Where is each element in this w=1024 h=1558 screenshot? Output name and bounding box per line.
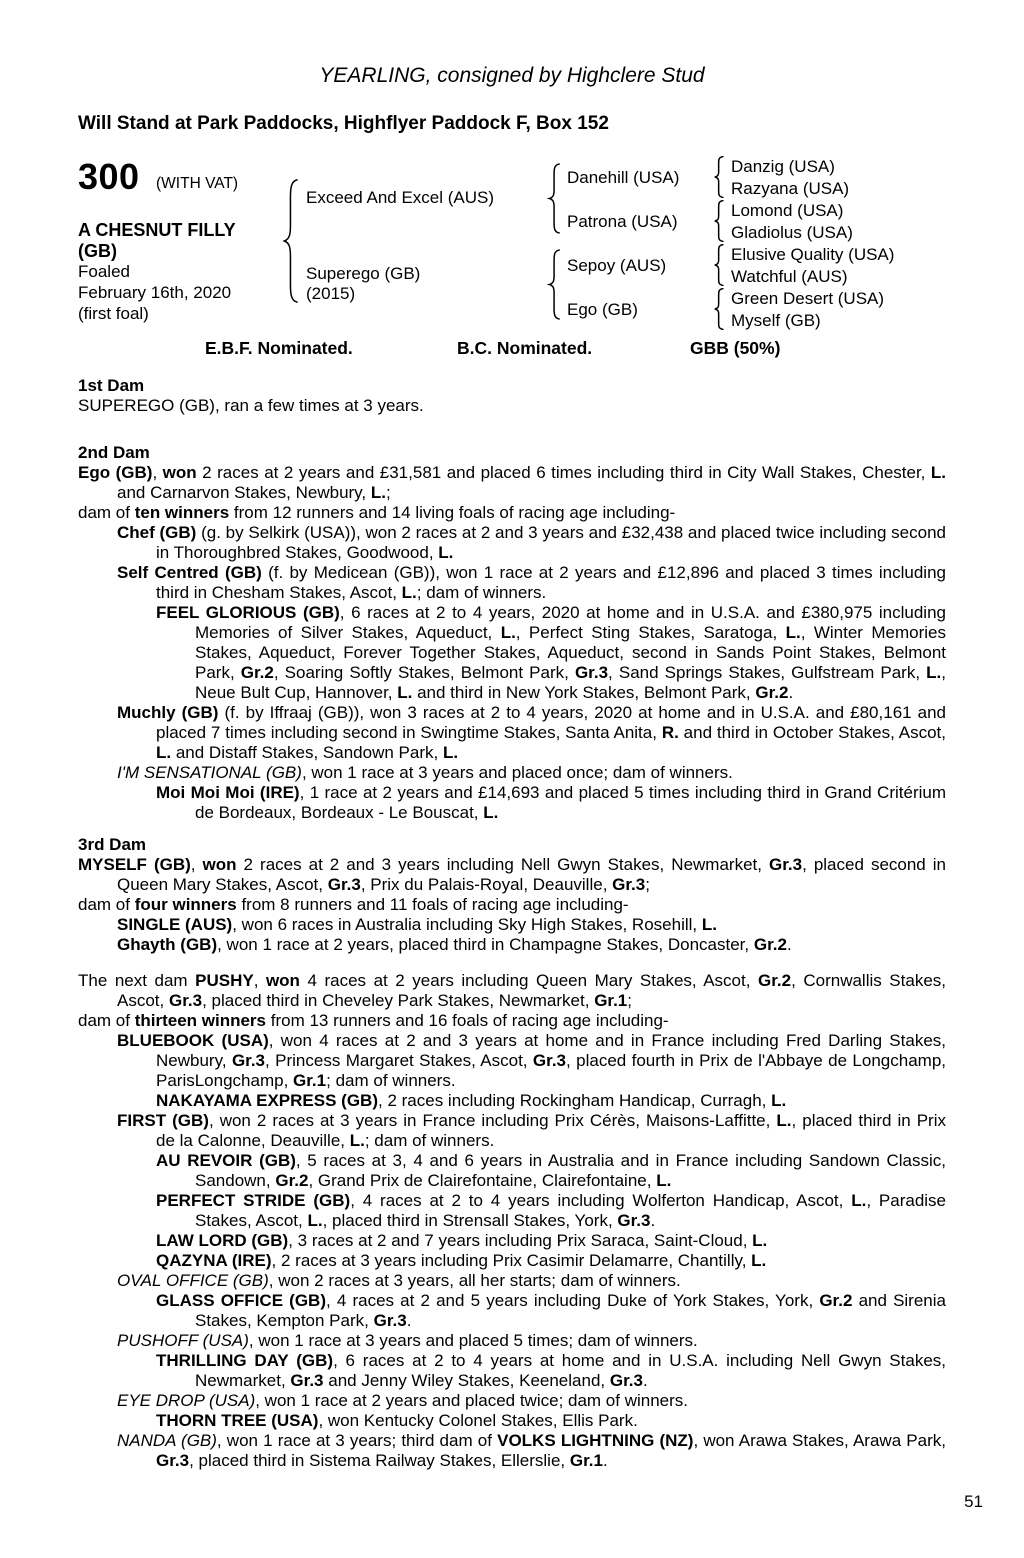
- foaled-label: Foaled: [78, 262, 130, 281]
- first-foal-note: (first foal): [78, 304, 149, 323]
- catalogue-paragraph: SUPEREGO (GB), ran a few times at 3 years.: [78, 396, 424, 415]
- pedigree-brace: [546, 163, 563, 234]
- catalogue-sections: [78, 376, 946, 1471]
- page-number: 51: [964, 1492, 983, 1511]
- catalogue-paragraph: PERFECT STRIDE (GB), 4 races at 2 to 4 years including Wolferton Handicap, Ascot, L., Paradise Stakes, Ascot, L., placed third in Strensall Stakes, York, Gr.3.: [156, 1191, 946, 1230]
- page-title: YEARLING, consigned by Highclere Stud: [319, 64, 705, 87]
- pedigree-brace: [712, 200, 726, 242]
- lot-number: 300: [78, 156, 140, 197]
- dam-year: (2015): [306, 284, 356, 303]
- catalogue-paragraph: NAKAYAMA EXPRESS (GB), 2 races including Rockingham Handicap, Curragh, L.: [156, 1091, 787, 1110]
- catalogue-paragraph: dam of ten winners from 12 runners and 14 living foals of racing age including-: [78, 503, 676, 522]
- catalogue-paragraph: SINGLE (AUS), won 6 races in Australia including Sky High Stakes, Rosehill, L.: [117, 915, 717, 934]
- catalogue-paragraph: Ego (GB), won 2 races at 2 years and £31,581 and placed 6 times including third in City Wall Stakes, Chester, L. and Carnarvon Stakes, Newbury, L.;: [78, 463, 947, 502]
- catalogue-paragraph: Muchly (GB) (f. by Iffraaj (GB)), won 3 races at 2 to 4 years, 2020 at home and in U.S.A. and £80,161 and placed 7 times including second in Swingtime Stakes, Santa Anita, R. and third in October Stakes, Ascot, L. and Distaff Stakes, Sandown Park, L.: [117, 703, 947, 762]
- catalogue-paragraph: Chef (GB) (g. by Selkirk (USA)), won 2 races at 2 and 3 years and £32,438 and placed twice including second in Thoroughbred Stakes, Goodwood, L.: [117, 523, 946, 562]
- catalogue-paragraph: MYSELF (GB), won 2 races at 2 and 3 years including Nell Gwyn Stakes, Newmarket, Gr.3, placed second in Queen Mary Stakes, Ascot, Gr.3, Prix du Palais-Royal, Deauville, Gr.3;: [78, 855, 947, 894]
- catalogue-paragraph: AU REVOIR (GB), 5 races at 3, 4 and 6 years in Australia and in France including Sandown Classic, Sandown, Gr.2, Grand Prix de Clairefontaine, Clairefontaine, L.: [156, 1151, 947, 1190]
- catalogue-paragraph: I'M SENSATIONAL (GB), won 1 race at 3 years and placed once; dam of winners.: [117, 763, 733, 782]
- horse-name-line1: A CHESNUT FILLY: [78, 220, 236, 240]
- great-grandparent-name: Green Desert (USA): [731, 289, 885, 308]
- grandparent-name: Danehill (USA): [567, 168, 680, 187]
- dam-heading: 1st Dam: [78, 376, 145, 395]
- grandparent-name: Ego (GB): [567, 300, 638, 319]
- vat-note: (WITH VAT): [156, 175, 239, 192]
- pedigree-brace: [546, 249, 563, 320]
- great-grandparent-name: Lomond (USA): [731, 201, 844, 220]
- pedigree-brace: [712, 288, 726, 330]
- dam-section: [78, 443, 946, 823]
- dam-heading: 3rd Dam: [78, 835, 147, 854]
- bc-nomination: B.C. Nominated.: [457, 338, 593, 358]
- dam-section: [78, 376, 946, 416]
- catalogue-paragraph: THORN TREE (USA), won Kentucky Colonel Stakes, Ellis Park.: [156, 1411, 638, 1430]
- great-grandparent-name: Danzig (USA): [731, 157, 835, 176]
- stand-location: Will Stand at Park Paddocks, Highflyer Paddock F, Box 152: [78, 113, 609, 134]
- pedigree-tree: [78, 152, 946, 340]
- catalogue-paragraph: THRILLING DAY (GB), 6 races at 2 to 4 years at home and in U.S.A. including Nell Gwyn Stakes, Newmarket, Gr.3 and Jenny Wiley Stakes, Keeneland, Gr.3.: [156, 1351, 946, 1390]
- great-grandparent-name: Elusive Quality (USA): [731, 245, 895, 264]
- great-grandparent-name: Watchful (AUS): [731, 267, 848, 286]
- sire-name: Exceed And Excel (AUS): [306, 188, 495, 207]
- great-grandparent-name: Gladiolus (USA): [731, 223, 853, 242]
- catalogue-paragraph: PUSHOFF (USA), won 1 race at 3 years and placed 5 times; dam of winners.: [117, 1331, 698, 1350]
- catalogue-paragraph: Moi Moi Moi (IRE), 1 race at 2 years and £14,693 and placed 5 times including third in Grand Critérium de Bordeaux, Bordeaux - Le Bouscat, L.: [156, 783, 946, 822]
- catalogue-paragraph: Self Centred (GB) (f. by Medicean (GB)), won 1 race at 2 years and £12,896 and placed 3 times including third in Chesham Stakes, Ascot, L.; dam of winners.: [117, 563, 946, 602]
- catalogue-paragraph: EYE DROP (USA), won 1 race at 2 years and placed twice; dam of winners.: [117, 1391, 689, 1410]
- catalogue-paragraph: BLUEBOOK (USA), won 4 races at 2 and 3 years at home and in France including Fred Darling Stakes, Newbury, Gr.3, Princess Margaret Stakes, Ascot, Gr.3, placed fourth in Prix de l'Abbaye de Longchamp, ParisLongchamp, Gr.1; dam of winners.: [117, 1031, 947, 1090]
- nominations-row: [78, 338, 946, 360]
- catalogue-paragraph: dam of thirteen winners from 13 runners and 16 foals of racing age including-: [78, 1011, 669, 1030]
- horse-name-line2: (GB): [78, 241, 117, 261]
- dam-heading: 2nd Dam: [78, 443, 150, 462]
- pedigree-brace: [712, 244, 726, 286]
- foaled-date: February 16th, 2020: [78, 283, 232, 302]
- catalogue-paragraph: OVAL OFFICE (GB), won 2 races at 3 years, all her starts; dam of winners.: [117, 1271, 681, 1290]
- catalogue-paragraph: NANDA (GB), won 1 race at 3 years; third dam of VOLKS LIGHTNING (NZ), won Arawa Stakes, Arawa Park, Gr.3, placed third in Sistema Railway Stakes, Ellerslie, Gr.1.: [117, 1431, 946, 1470]
- catalogue-paragraph: QAZYNA (IRE), 2 races at 3 years including Prix Casimir Delamarre, Chantilly, L.: [156, 1251, 767, 1270]
- pedigree-brace: [712, 156, 726, 198]
- catalogue-paragraph: FEEL GLORIOUS (GB), 6 races at 2 to 4 years, 2020 at home and in U.S.A. and £380,975 including Memories of Silver Stakes, Aqueduct, L., Perfect Sting Stakes, Saratoga, L., Winter Memories Stakes, Aqueduct, Forever Together Stakes, Aqueduct, second in Sands Point Stakes, Belmont Park, Gr.2, Soaring Softly Stakes, Belmont Park, Gr.3, Sand Springs Stakes, Gulfstream Park, L., Neue Bult Cup, Hannover, L. and third in New York Stakes, Belmont Park, Gr.2.: [156, 603, 946, 702]
- ebf-nomination: E.B.F. Nominated.: [205, 338, 353, 358]
- catalogue-paragraph: LAW LORD (GB), 3 races at 2 and 7 years including Prix Saraca, Saint-Cloud, L.: [156, 1231, 768, 1250]
- catalogue-paragraph: FIRST (GB), won 2 races at 3 years in France including Prix Cérès, Maisons-Laffitte, L., placed third in Prix de la Calonne, Deauville, L.; dam of winners.: [117, 1111, 946, 1150]
- catalogue-paragraph: GLASS OFFICE (GB), 4 races at 2 and 5 years including Duke of York Stakes, York, Gr.2 and Sirenia Stakes, Kempton Park, Gr.3.: [156, 1291, 946, 1330]
- pedigree-brace: [280, 178, 302, 304]
- catalogue-paragraph: Ghayth (GB), won 1 race at 2 years, placed third in Champagne Stakes, Doncaster, Gr.2.: [117, 935, 792, 954]
- great-grandparent-name: Myself (GB): [731, 311, 821, 330]
- dam-section: [78, 971, 946, 1471]
- grandparent-name: Patrona (USA): [567, 212, 678, 231]
- dam-name: Superego (GB): [306, 264, 421, 283]
- gbb-note: GBB (50%): [690, 338, 781, 358]
- great-grandparent-name: Razyana (USA): [731, 179, 850, 198]
- grandparent-name: Sepoy (AUS): [567, 256, 667, 275]
- catalogue-paragraph: The next dam PUSHY, won 4 races at 2 years including Queen Mary Stakes, Ascot, Gr.2, Cornwallis Stakes, Ascot, Gr.3, placed third in Cheveley Park Stakes, Newmarket, Gr.1;: [78, 971, 946, 1010]
- catalogue-paragraph: dam of four winners from 8 runners and 11 foals of racing age including-: [78, 895, 629, 914]
- dam-section: [78, 835, 946, 955]
